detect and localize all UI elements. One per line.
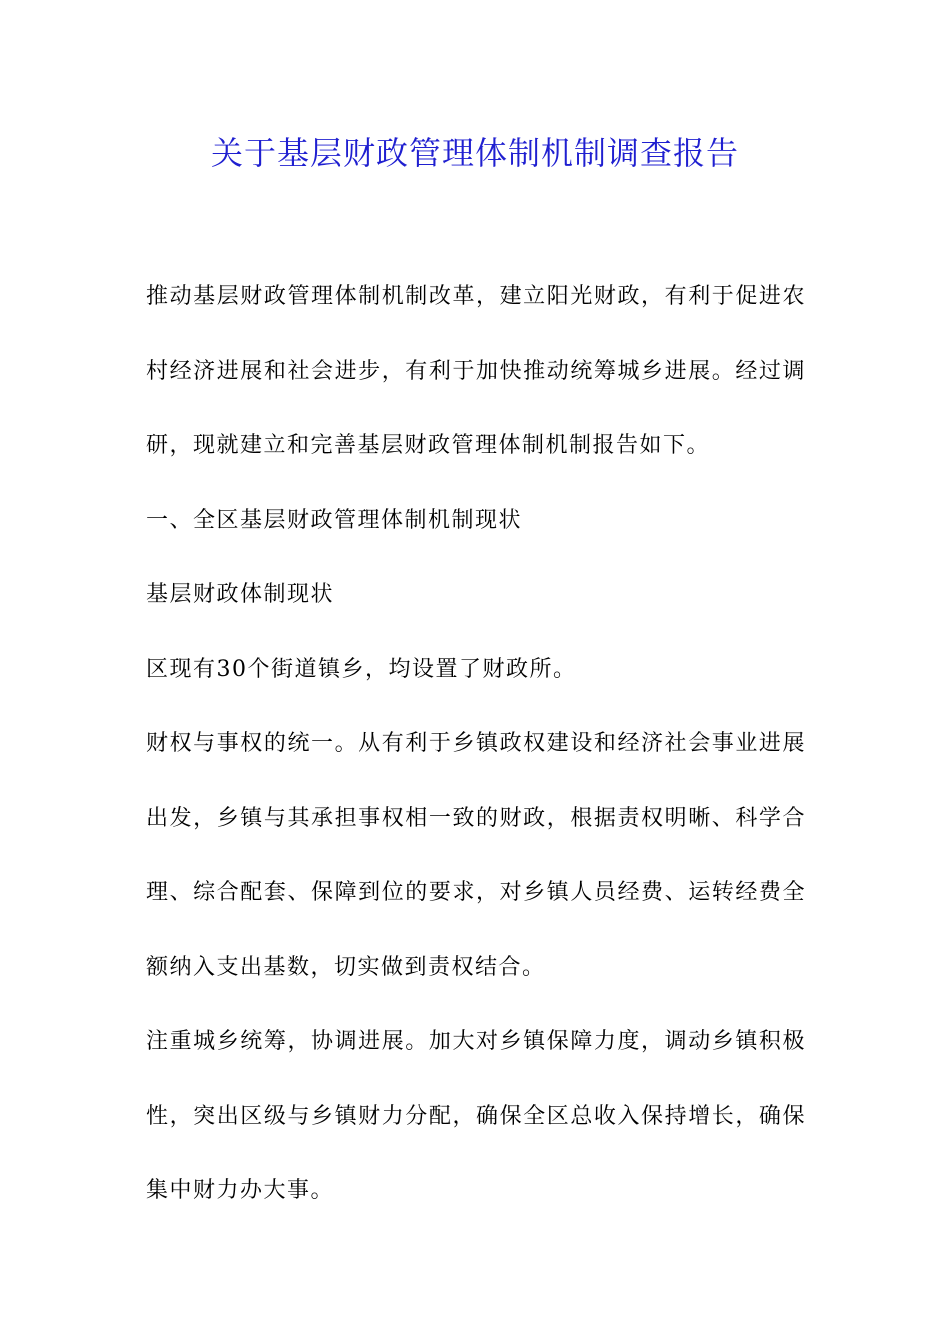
paragraph-power-unity: 财权与事权的统一。从有利于乡镇政权建设和经济社会事业进展出发，乡镇与其承担事权相一致的财政，根据责权明晰、科学合理、综合配套、保障到位的要求，对乡镇人员经费、运转经费全额纳入支出基数，切实做到责权结合。 <box>146 731 806 980</box>
paragraph-urban-rural: 注重城乡统筹，协调进展。加大对乡镇保障力度，调动乡镇积极性，突出区级与乡镇财力分配，确保全区总收入保持增长，确保集中财力办大事。 <box>146 1029 806 1203</box>
section-heading: 一、全区基层财政管理体制机制现状 <box>146 507 523 533</box>
paragraph-intro: 推动基层财政管理体制机制改革，建立阳光财政，有利于促进农村经济进展和社会进步，有利于加快推动统筹城乡进展。经过调研，现就建立和完善基层财政管理体制机制报告如下。 <box>146 284 806 458</box>
document-body <box>146 260 806 1229</box>
paragraph-fiscal-offices: 区现有30个街道镇乡，均设置了财政所。 <box>146 656 577 682</box>
subsection-heading: 基层财政体制现状 <box>146 582 335 607</box>
document-title: 关于基层财政管理体制机制调查报告 <box>210 134 739 172</box>
